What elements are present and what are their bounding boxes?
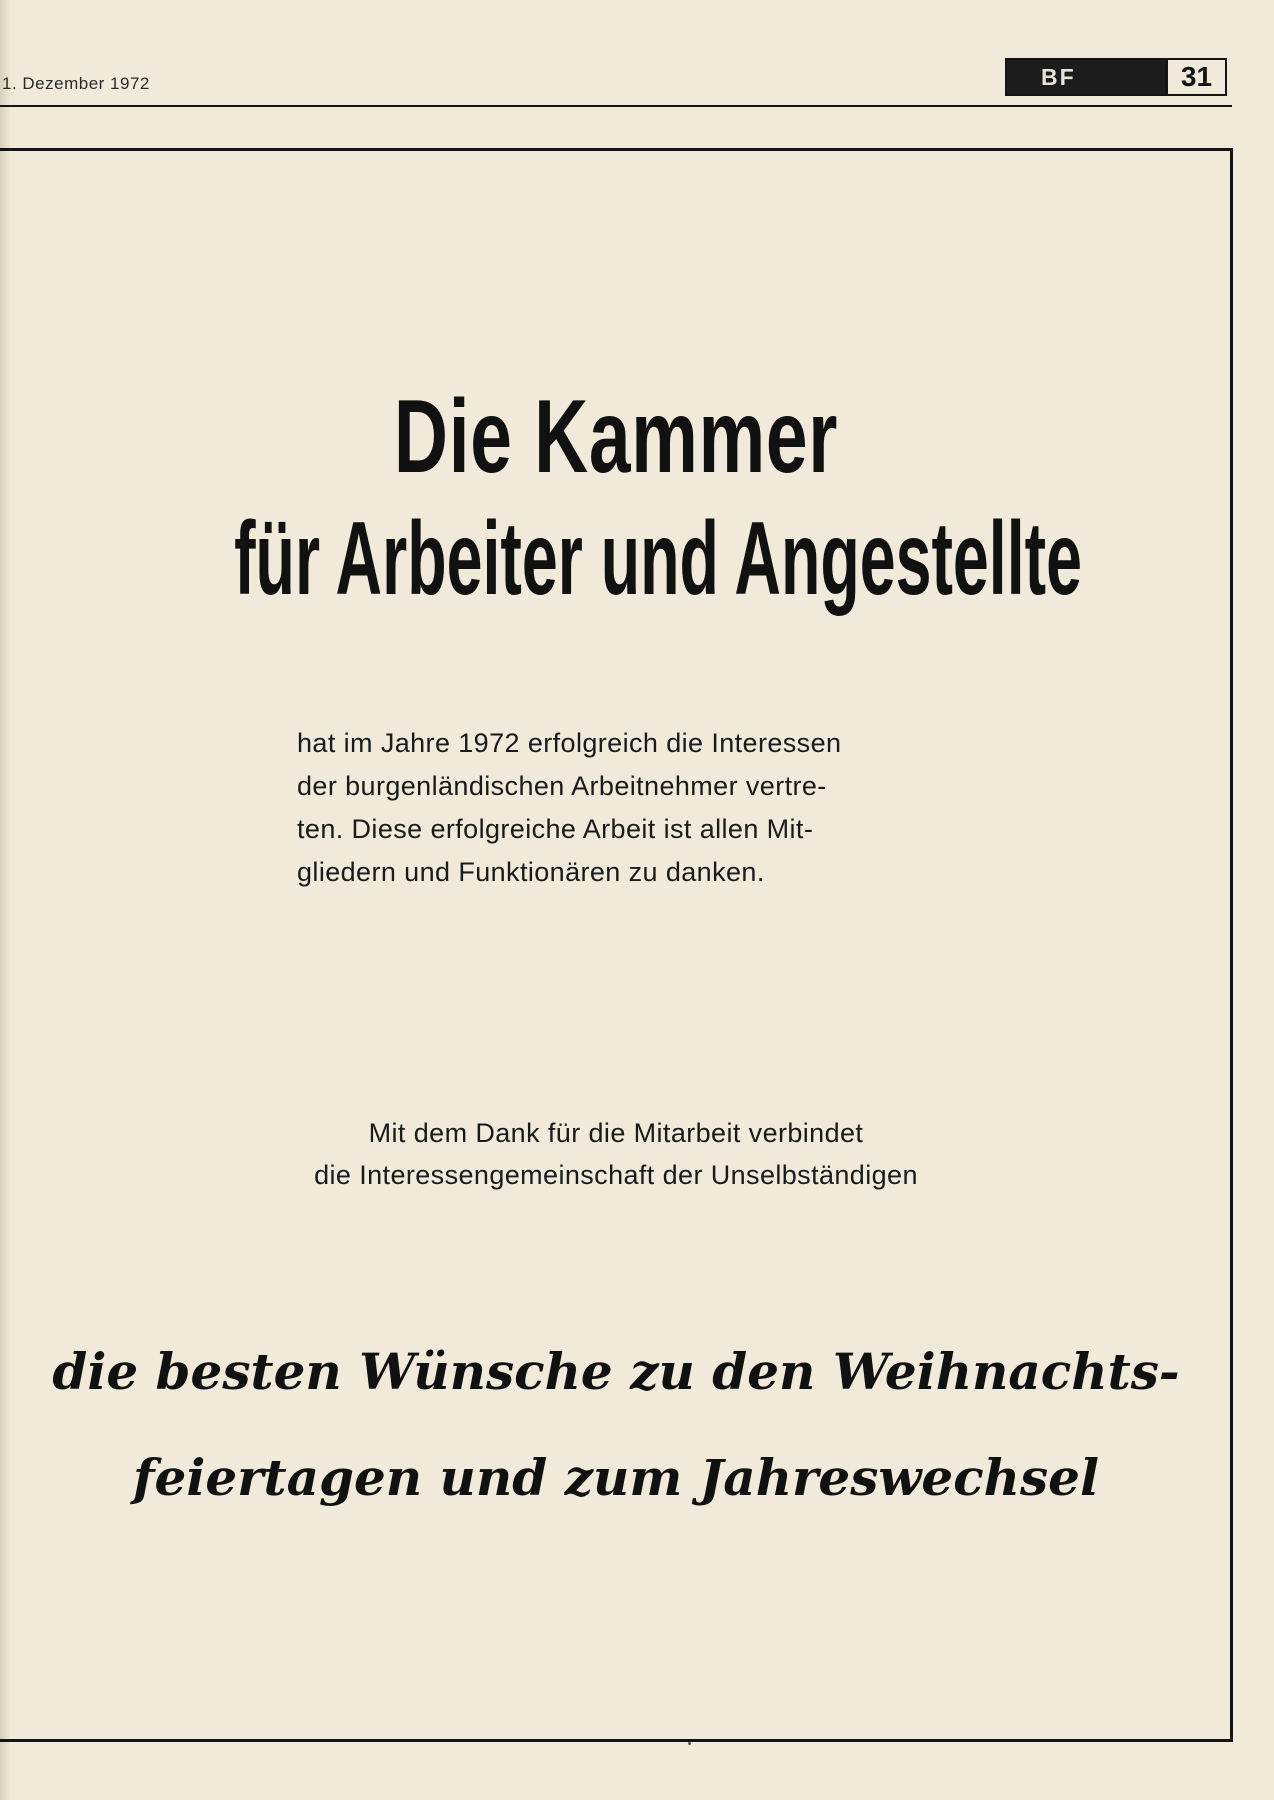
wishes-line-2: feiertagen und zum Jahreswechsel xyxy=(133,1448,1099,1507)
issue-date: 1. Dezember 1972 xyxy=(2,74,150,93)
publication-name: BF xyxy=(1007,60,1165,94)
page-number: 31 xyxy=(1165,60,1225,94)
body-line: gliedern und Funktionären zu danken. xyxy=(297,857,765,887)
thanks-line: Mit dem Dank für die Mitarbeit verbindet xyxy=(368,1118,864,1148)
headline-line-1: Die Kammer xyxy=(393,379,839,495)
body-line: ten. Diese erfolgreiche Arbeit ist allen Mit- xyxy=(297,814,814,844)
body-line: hat im Jahre 1972 erfolgreich die Interessen xyxy=(297,728,842,758)
header-rule xyxy=(0,105,1232,107)
print-speck xyxy=(688,1742,691,1745)
thanks-paragraph xyxy=(0,1112,1232,1196)
body-paragraph xyxy=(297,722,947,894)
headline-line-2: für Arbeiter und Angestellte xyxy=(234,501,1082,617)
publication-badge xyxy=(1005,58,1227,96)
body-line: der burgenländischen Arbeitnehmer vertre- xyxy=(297,771,827,801)
thanks-line: die Interessengemeinschaft der Unselbständigen xyxy=(314,1160,918,1190)
wishes-line-1: die besten Wünsche zu den Weihnachts- xyxy=(52,1342,1180,1401)
